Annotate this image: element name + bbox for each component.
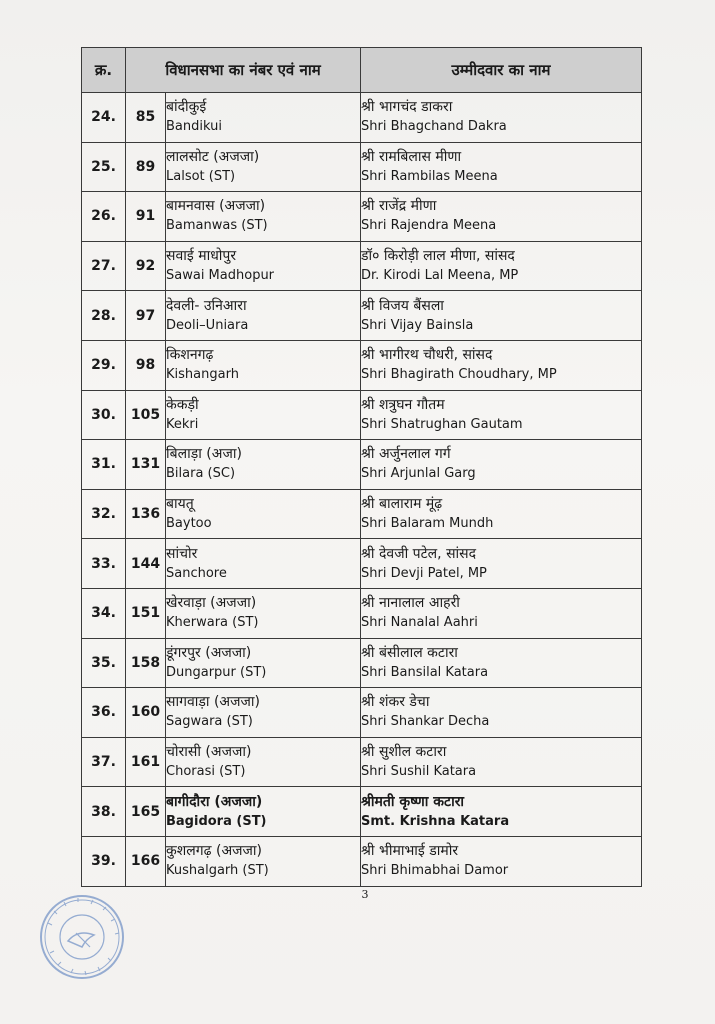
candidate-name-english: Dr. Kirodi Lal Meena, MP	[361, 268, 519, 284]
constituency-name-hindi: लालसोट (अजजा)	[166, 148, 260, 165]
candidate-name	[361, 390, 642, 440]
constituency-name-hindi: चोरासी (अजजा)	[166, 744, 252, 761]
table-row	[82, 93, 642, 143]
table-row	[82, 241, 642, 291]
candidate-name-hindi: डॉ० किरोड़ी लाल मीणा, सांसद	[361, 248, 515, 265]
constituency-name	[166, 836, 361, 886]
constituency-name-english: Sagwara (ST)	[166, 714, 253, 730]
constituency-name-english: Sawai Madhopur	[166, 268, 275, 284]
constituency-name	[166, 440, 361, 490]
candidate-name-english: Smt. Krishna Katara	[361, 813, 510, 829]
candidate-name-hindi: श्री बालाराम मूंढ़	[361, 496, 443, 513]
constituency-number: 98	[126, 340, 166, 390]
serial-no: 36.	[82, 688, 126, 738]
serial-no: 30.	[82, 390, 126, 440]
constituency-name-hindi: सवाई माधोपुर	[166, 248, 237, 265]
table-row	[82, 737, 642, 787]
candidate-name-hindi: श्री भागीरथ चौधरी, सांसद	[361, 347, 493, 364]
candidate-name-english: Shri Nanalal Aahri	[361, 615, 478, 631]
candidate-name	[361, 588, 642, 638]
constituency-number: 161	[126, 737, 166, 787]
constituency-name-hindi: सागवाड़ा (अजजा)	[166, 694, 260, 711]
constituency-name-english: Bamanwas (ST)	[166, 218, 268, 234]
header-constituency: विधानसभा का नंबर एवं नाम	[126, 48, 361, 93]
candidate-name-hindi: श्री नानालाल आहरी	[361, 595, 460, 612]
candidate-name-english: Shri Sushil Katara	[361, 764, 477, 780]
candidate-name-hindi: श्री सुशील कटारा	[361, 744, 447, 761]
constituency-name-hindi: बांदीकुई	[166, 99, 207, 116]
candidate-name-english: Shri Vijay Bainsla	[361, 317, 474, 333]
constituency-name-hindi: खेरवाड़ा (अजजा)	[166, 595, 257, 612]
constituency-name-hindi: बायतू	[166, 496, 194, 513]
serial-no: 32.	[82, 489, 126, 539]
serial-no: 33.	[82, 539, 126, 589]
constituency-name-english: Lalsot (ST)	[166, 168, 236, 184]
constituency-name-english: Bilara (SC)	[166, 466, 236, 482]
serial-no: 25.	[82, 142, 126, 192]
candidate-name-english: Shri Bhagchand Dakra	[361, 119, 507, 135]
table-row	[82, 638, 642, 688]
candidate-name	[361, 638, 642, 688]
candidate-name-hindi: श्री शत्रुघन गौतम	[361, 396, 445, 413]
constituency-name	[166, 340, 361, 390]
constituency-number: 89	[126, 142, 166, 192]
constituency-number: 91	[126, 192, 166, 242]
candidate-name	[361, 291, 642, 341]
candidate-name-hindi: श्री रामबिलास मीणा	[361, 148, 462, 165]
constituency-number: 151	[126, 588, 166, 638]
table-row	[82, 539, 642, 589]
candidate-name-english: Shri Bhagirath Choudhary, MP	[361, 367, 557, 383]
candidate-name-hindi: श्री अर्जुनलाल गर्ग	[361, 446, 451, 463]
table-row	[82, 688, 642, 738]
table-row	[82, 142, 642, 192]
constituency-name	[166, 192, 361, 242]
candidate-name-english: Shri Shankar Decha	[361, 714, 490, 730]
candidate-name	[361, 539, 642, 589]
candidate-name-hindi: श्री बंसीलाल कटारा	[361, 644, 458, 661]
candidate-name-english: Shri Rambilas Meena	[361, 168, 498, 184]
table-row	[82, 489, 642, 539]
header-serial-no: क्र.	[82, 48, 126, 93]
constituency-name-hindi: बागीदौरा (अजजा)	[166, 793, 263, 810]
serial-no: 26.	[82, 192, 126, 242]
constituency-number: 165	[126, 787, 166, 837]
constituency-name-english: Deoli–Uniara	[166, 317, 249, 333]
table-row	[82, 291, 642, 341]
constituency-name-hindi: सांचोर	[166, 545, 198, 562]
constituency-number: 166	[126, 836, 166, 886]
constituency-name-english: Baytoo	[166, 516, 212, 532]
serial-no: 39.	[82, 836, 126, 886]
candidate-name-english: Shri Bansilal Katara	[361, 664, 489, 680]
table-row	[82, 836, 642, 886]
constituency-name-english: Dungarpur (ST)	[166, 664, 267, 680]
table-header-row	[82, 48, 642, 93]
candidate-name-english: Shri Balaram Mundh	[361, 516, 494, 532]
constituency-number: 97	[126, 291, 166, 341]
candidate-name	[361, 93, 642, 143]
serial-no: 27.	[82, 241, 126, 291]
constituency-name-english: Kushalgarh (ST)	[166, 863, 269, 879]
table-row	[82, 390, 642, 440]
header-candidate: उम्मीदवार का नाम	[361, 48, 642, 93]
candidate-name	[361, 836, 642, 886]
constituency-number: 85	[126, 93, 166, 143]
constituency-name	[166, 291, 361, 341]
constituency-name-hindi: देवली- उनिआरा	[166, 297, 247, 314]
candidate-name-hindi: श्री भागचंद डाकरा	[361, 99, 453, 116]
constituency-name	[166, 539, 361, 589]
party-seal-stamp	[38, 893, 126, 981]
constituency-name-hindi: केकड़ी	[166, 396, 199, 413]
candidate-name-english: Shri Devji Patel, MP	[361, 565, 487, 581]
constituency-name	[166, 588, 361, 638]
table-row	[82, 192, 642, 242]
constituency-name-english: Chorasi (ST)	[166, 764, 246, 780]
constituency-name	[166, 390, 361, 440]
constituency-name-hindi: बामनवास (अजजा)	[166, 198, 266, 215]
constituency-name-english: Bandikui	[166, 119, 222, 135]
candidate-name	[361, 489, 642, 539]
serial-no: 37.	[82, 737, 126, 787]
table-row	[82, 588, 642, 638]
constituency-name	[166, 93, 361, 143]
candidate-name-hindi: श्रीमती कृष्णा कटारा	[361, 793, 465, 810]
page-number: 3	[361, 888, 369, 901]
constituency-name	[166, 638, 361, 688]
constituency-name-hindi: बिलाड़ा (अजा)	[166, 446, 242, 463]
candidate-name	[361, 142, 642, 192]
table-row	[82, 787, 642, 837]
candidate-name	[361, 241, 642, 291]
constituency-name	[166, 787, 361, 837]
constituency-name-english: Kherwara (ST)	[166, 615, 259, 631]
candidate-list-table	[81, 47, 642, 887]
constituency-number: 144	[126, 539, 166, 589]
constituency-number: 158	[126, 638, 166, 688]
table-row	[82, 340, 642, 390]
serial-no: 29.	[82, 340, 126, 390]
candidate-name-hindi: श्री राजेंद्र मीणा	[361, 198, 437, 215]
serial-no: 28.	[82, 291, 126, 341]
candidate-name	[361, 192, 642, 242]
candidate-name-hindi: श्री शंकर डेचा	[361, 694, 430, 711]
serial-no: 38.	[82, 787, 126, 837]
constituency-name-english: Bagidora (ST)	[166, 813, 267, 829]
serial-no: 31.	[82, 440, 126, 490]
serial-no: 24.	[82, 93, 126, 143]
candidate-name	[361, 440, 642, 490]
constituency-number: 136	[126, 489, 166, 539]
candidate-name	[361, 737, 642, 787]
serial-no: 35.	[82, 638, 126, 688]
constituency-name	[166, 737, 361, 787]
constituency-name	[166, 241, 361, 291]
constituency-name-hindi: कुशलगढ़ (अजजा)	[166, 843, 262, 860]
constituency-number: 160	[126, 688, 166, 738]
candidate-name-english: Shri Bhimabhai Damor	[361, 863, 509, 879]
constituency-name-hindi: डूंगरपुर (अजजा)	[166, 644, 252, 661]
constituency-number: 92	[126, 241, 166, 291]
serial-no: 34.	[82, 588, 126, 638]
candidate-name	[361, 688, 642, 738]
candidate-name-english: Shri Shatrughan Gautam	[361, 416, 523, 432]
constituency-name	[166, 688, 361, 738]
candidate-name-hindi: श्री विजय बैंसला	[361, 297, 444, 314]
constituency-name	[166, 489, 361, 539]
candidate-name-hindi: श्री देवजी पटेल, सांसद	[361, 545, 477, 562]
constituency-number: 131	[126, 440, 166, 490]
candidate-name-english: Shri Rajendra Meena	[361, 218, 497, 234]
candidate-name-hindi: श्री भीमाभाई डामोर	[361, 843, 459, 860]
constituency-name-english: Kekri	[166, 416, 199, 432]
candidate-name	[361, 340, 642, 390]
candidate-name-english: Shri Arjunlal Garg	[361, 466, 476, 482]
constituency-name	[166, 142, 361, 192]
constituency-name-english: Sanchore	[166, 565, 227, 581]
constituency-number: 105	[126, 390, 166, 440]
table-row	[82, 440, 642, 490]
candidate-name	[361, 787, 642, 837]
constituency-name-english: Kishangarh	[166, 367, 239, 383]
constituency-name-hindi: किशनगढ़	[166, 347, 214, 364]
